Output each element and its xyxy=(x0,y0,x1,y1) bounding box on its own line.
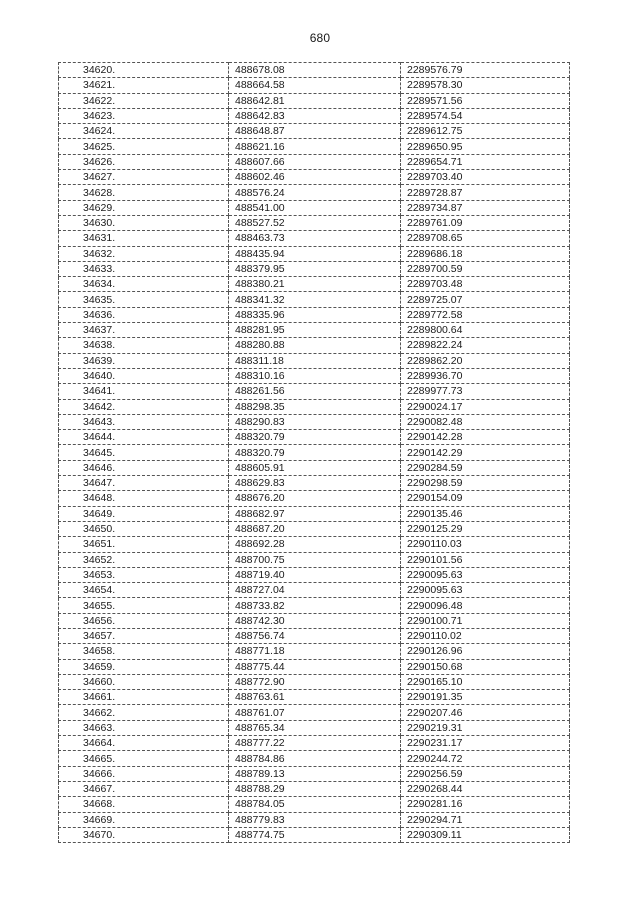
y-coordinate-cell: 2289822.24 xyxy=(401,338,570,353)
table-row xyxy=(59,766,570,781)
y-coordinate-cell: 2290231.17 xyxy=(401,736,570,751)
table-row xyxy=(59,338,570,353)
point-number-cell: 34638. xyxy=(59,338,229,353)
table-row xyxy=(59,521,570,536)
x-coordinate-cell: 488290.83 xyxy=(229,414,401,429)
y-coordinate-cell: 2290281.16 xyxy=(401,797,570,812)
table-row xyxy=(59,78,570,93)
y-coordinate-cell: 2289800.64 xyxy=(401,323,570,338)
point-number-cell: 34658. xyxy=(59,644,229,659)
point-number-cell: 34664. xyxy=(59,736,229,751)
y-coordinate-cell: 2290294.71 xyxy=(401,812,570,827)
table-row xyxy=(59,720,570,735)
coordinates-table xyxy=(58,62,570,843)
y-coordinate-cell: 2290165.10 xyxy=(401,674,570,689)
x-coordinate-cell: 488602.46 xyxy=(229,170,401,185)
y-coordinate-cell: 2290095.63 xyxy=(401,567,570,582)
table-row xyxy=(59,277,570,292)
coordinates-table-body xyxy=(59,63,570,843)
table-row xyxy=(59,445,570,460)
table-row xyxy=(59,368,570,383)
table-row xyxy=(59,154,570,169)
x-coordinate-cell: 488379.95 xyxy=(229,261,401,276)
table-row xyxy=(59,231,570,246)
table-row xyxy=(59,170,570,185)
table-row xyxy=(59,674,570,689)
x-coordinate-cell: 488779.83 xyxy=(229,812,401,827)
y-coordinate-cell: 2289862.20 xyxy=(401,353,570,368)
table-row xyxy=(59,384,570,399)
x-coordinate-cell: 488320.79 xyxy=(229,445,401,460)
y-coordinate-cell: 2290268.44 xyxy=(401,781,570,796)
table-row xyxy=(59,690,570,705)
point-number-cell: 34662. xyxy=(59,705,229,720)
y-coordinate-cell: 2290256.59 xyxy=(401,766,570,781)
y-coordinate-cell: 2290150.68 xyxy=(401,659,570,674)
table-row xyxy=(59,628,570,643)
y-coordinate-cell: 2290142.28 xyxy=(401,430,570,445)
y-coordinate-cell: 2289650.95 xyxy=(401,139,570,154)
y-coordinate-cell: 2290219.31 xyxy=(401,720,570,735)
point-number-cell: 34666. xyxy=(59,766,229,781)
point-number-cell: 34625. xyxy=(59,139,229,154)
point-number-cell: 34642. xyxy=(59,399,229,414)
y-coordinate-cell: 2290110.03 xyxy=(401,537,570,552)
y-coordinate-cell: 2289734.87 xyxy=(401,200,570,215)
table-row xyxy=(59,93,570,108)
x-coordinate-cell: 488784.05 xyxy=(229,797,401,812)
y-coordinate-cell: 2290126.96 xyxy=(401,644,570,659)
x-coordinate-cell: 488621.16 xyxy=(229,139,401,154)
y-coordinate-cell: 2289725.07 xyxy=(401,292,570,307)
point-number-cell: 34670. xyxy=(59,827,229,842)
table-row xyxy=(59,124,570,139)
table-row xyxy=(59,215,570,230)
table-row xyxy=(59,506,570,521)
point-number-cell: 34636. xyxy=(59,307,229,322)
point-number-cell: 34640. xyxy=(59,368,229,383)
y-coordinate-cell: 2289703.40 xyxy=(401,170,570,185)
x-coordinate-cell: 488676.20 xyxy=(229,491,401,506)
x-coordinate-cell: 488335.96 xyxy=(229,307,401,322)
x-coordinate-cell: 488777.22 xyxy=(229,736,401,751)
x-coordinate-cell: 488700.75 xyxy=(229,552,401,567)
table-row xyxy=(59,659,570,674)
y-coordinate-cell: 2290082.48 xyxy=(401,414,570,429)
y-coordinate-cell: 2290142.29 xyxy=(401,445,570,460)
x-coordinate-cell: 488605.91 xyxy=(229,460,401,475)
x-coordinate-cell: 488678.08 xyxy=(229,63,401,78)
point-number-cell: 34669. xyxy=(59,812,229,827)
point-number-cell: 34649. xyxy=(59,506,229,521)
point-number-cell: 34654. xyxy=(59,583,229,598)
table-row xyxy=(59,736,570,751)
table-row xyxy=(59,476,570,491)
y-coordinate-cell: 2289728.87 xyxy=(401,185,570,200)
point-number-cell: 34651. xyxy=(59,537,229,552)
point-number-cell: 34645. xyxy=(59,445,229,460)
table-row xyxy=(59,307,570,322)
y-coordinate-cell: 2289576.79 xyxy=(401,63,570,78)
table-row xyxy=(59,323,570,338)
point-number-cell: 34660. xyxy=(59,674,229,689)
table-row xyxy=(59,292,570,307)
point-number-cell: 34643. xyxy=(59,414,229,429)
point-number-cell: 34639. xyxy=(59,353,229,368)
y-coordinate-cell: 2290244.72 xyxy=(401,751,570,766)
point-number-cell: 34659. xyxy=(59,659,229,674)
x-coordinate-cell: 488784.86 xyxy=(229,751,401,766)
x-coordinate-cell: 488280.88 xyxy=(229,338,401,353)
x-coordinate-cell: 488541.00 xyxy=(229,200,401,215)
x-coordinate-cell: 488756.74 xyxy=(229,628,401,643)
point-number-cell: 34633. xyxy=(59,261,229,276)
point-number-cell: 34665. xyxy=(59,751,229,766)
point-number-cell: 34652. xyxy=(59,552,229,567)
x-coordinate-cell: 488742.30 xyxy=(229,613,401,628)
y-coordinate-cell: 2290284.59 xyxy=(401,460,570,475)
x-coordinate-cell: 488727.04 xyxy=(229,583,401,598)
y-coordinate-cell: 2290100.71 xyxy=(401,613,570,628)
y-coordinate-cell: 2289772.58 xyxy=(401,307,570,322)
x-coordinate-cell: 488763.61 xyxy=(229,690,401,705)
point-number-cell: 34667. xyxy=(59,781,229,796)
x-coordinate-cell: 488719.40 xyxy=(229,567,401,582)
table-row xyxy=(59,797,570,812)
table-row xyxy=(59,353,570,368)
table-row xyxy=(59,751,570,766)
point-number-cell: 34631. xyxy=(59,231,229,246)
table-row xyxy=(59,414,570,429)
x-coordinate-cell: 488771.18 xyxy=(229,644,401,659)
x-coordinate-cell: 488320.79 xyxy=(229,430,401,445)
y-coordinate-cell: 2289977.73 xyxy=(401,384,570,399)
point-number-cell: 34621. xyxy=(59,78,229,93)
x-coordinate-cell: 488629.83 xyxy=(229,476,401,491)
point-number-cell: 34668. xyxy=(59,797,229,812)
point-number-cell: 34657. xyxy=(59,628,229,643)
x-coordinate-cell: 488765.34 xyxy=(229,720,401,735)
table-row xyxy=(59,537,570,552)
point-number-cell: 34648. xyxy=(59,491,229,506)
point-number-cell: 34641. xyxy=(59,384,229,399)
x-coordinate-cell: 488607.66 xyxy=(229,154,401,169)
x-coordinate-cell: 488380.21 xyxy=(229,277,401,292)
y-coordinate-cell: 2289708.65 xyxy=(401,231,570,246)
table-row xyxy=(59,583,570,598)
point-number-cell: 34623. xyxy=(59,108,229,123)
x-coordinate-cell: 488733.82 xyxy=(229,598,401,613)
x-coordinate-cell: 488527.52 xyxy=(229,215,401,230)
x-coordinate-cell: 488788.29 xyxy=(229,781,401,796)
table-row xyxy=(59,430,570,445)
x-coordinate-cell: 488298.35 xyxy=(229,399,401,414)
table-row xyxy=(59,108,570,123)
table-row xyxy=(59,399,570,414)
y-coordinate-cell: 2289571.56 xyxy=(401,93,570,108)
table-row xyxy=(59,200,570,215)
y-coordinate-cell: 2290110.02 xyxy=(401,628,570,643)
point-number-cell: 34637. xyxy=(59,323,229,338)
x-coordinate-cell: 488281.95 xyxy=(229,323,401,338)
table-row xyxy=(59,246,570,261)
point-number-cell: 34646. xyxy=(59,460,229,475)
table-row xyxy=(59,812,570,827)
x-coordinate-cell: 488664.58 xyxy=(229,78,401,93)
table-row xyxy=(59,185,570,200)
x-coordinate-cell: 488642.81 xyxy=(229,93,401,108)
point-number-cell: 34629. xyxy=(59,200,229,215)
x-coordinate-cell: 488311.18 xyxy=(229,353,401,368)
y-coordinate-cell: 2290125.29 xyxy=(401,521,570,536)
table-row xyxy=(59,63,570,78)
point-number-cell: 34627. xyxy=(59,170,229,185)
y-coordinate-cell: 2289703.48 xyxy=(401,277,570,292)
y-coordinate-cell: 2290101.56 xyxy=(401,552,570,567)
table-row xyxy=(59,827,570,842)
table-row xyxy=(59,139,570,154)
y-coordinate-cell: 2290207.46 xyxy=(401,705,570,720)
y-coordinate-cell: 2289761.09 xyxy=(401,215,570,230)
y-coordinate-cell: 2290154.09 xyxy=(401,491,570,506)
table-row xyxy=(59,598,570,613)
x-coordinate-cell: 488687.20 xyxy=(229,521,401,536)
y-coordinate-cell: 2290024.17 xyxy=(401,399,570,414)
table-row xyxy=(59,491,570,506)
table-row xyxy=(59,781,570,796)
point-number-cell: 34632. xyxy=(59,246,229,261)
x-coordinate-cell: 488682.97 xyxy=(229,506,401,521)
x-coordinate-cell: 488341.32 xyxy=(229,292,401,307)
point-number-cell: 34635. xyxy=(59,292,229,307)
x-coordinate-cell: 488310.16 xyxy=(229,368,401,383)
x-coordinate-cell: 488774.75 xyxy=(229,827,401,842)
point-number-cell: 34656. xyxy=(59,613,229,628)
point-number-cell: 34630. xyxy=(59,215,229,230)
x-coordinate-cell: 488463.73 xyxy=(229,231,401,246)
x-coordinate-cell: 488692.28 xyxy=(229,537,401,552)
table-row xyxy=(59,460,570,475)
y-coordinate-cell: 2289936.70 xyxy=(401,368,570,383)
point-number-cell: 34663. xyxy=(59,720,229,735)
x-coordinate-cell: 488642.83 xyxy=(229,108,401,123)
point-number-cell: 34626. xyxy=(59,154,229,169)
point-number-cell: 34628. xyxy=(59,185,229,200)
point-number-cell: 34653. xyxy=(59,567,229,582)
x-coordinate-cell: 488789.13 xyxy=(229,766,401,781)
x-coordinate-cell: 488772.90 xyxy=(229,674,401,689)
table-row xyxy=(59,613,570,628)
y-coordinate-cell: 2289686.18 xyxy=(401,246,570,261)
y-coordinate-cell: 2289578.30 xyxy=(401,78,570,93)
y-coordinate-cell: 2289612.75 xyxy=(401,124,570,139)
page-number: 680 xyxy=(309,31,331,45)
x-coordinate-cell: 488261.56 xyxy=(229,384,401,399)
x-coordinate-cell: 488576.24 xyxy=(229,185,401,200)
y-coordinate-cell: 2290095.63 xyxy=(401,583,570,598)
table-row xyxy=(59,552,570,567)
y-coordinate-cell: 2290298.59 xyxy=(401,476,570,491)
y-coordinate-cell: 2289574.54 xyxy=(401,108,570,123)
point-number-cell: 34650. xyxy=(59,521,229,536)
y-coordinate-cell: 2289700.59 xyxy=(401,261,570,276)
table-row xyxy=(59,705,570,720)
point-number-cell: 34661. xyxy=(59,690,229,705)
point-number-cell: 34644. xyxy=(59,430,229,445)
y-coordinate-cell: 2290309.11 xyxy=(401,827,570,842)
y-coordinate-cell: 2290191.35 xyxy=(401,690,570,705)
point-number-cell: 34620. xyxy=(59,63,229,78)
point-number-cell: 34655. xyxy=(59,598,229,613)
x-coordinate-cell: 488648.87 xyxy=(229,124,401,139)
table-row xyxy=(59,567,570,582)
y-coordinate-cell: 2290096.48 xyxy=(401,598,570,613)
point-number-cell: 34634. xyxy=(59,277,229,292)
table-row xyxy=(59,261,570,276)
point-number-cell: 34647. xyxy=(59,476,229,491)
table-row xyxy=(59,644,570,659)
x-coordinate-cell: 488761.07 xyxy=(229,705,401,720)
x-coordinate-cell: 488775.44 xyxy=(229,659,401,674)
y-coordinate-cell: 2289654.71 xyxy=(401,154,570,169)
y-coordinate-cell: 2290135.46 xyxy=(401,506,570,521)
x-coordinate-cell: 488435.94 xyxy=(229,246,401,261)
point-number-cell: 34624. xyxy=(59,124,229,139)
point-number-cell: 34622. xyxy=(59,93,229,108)
